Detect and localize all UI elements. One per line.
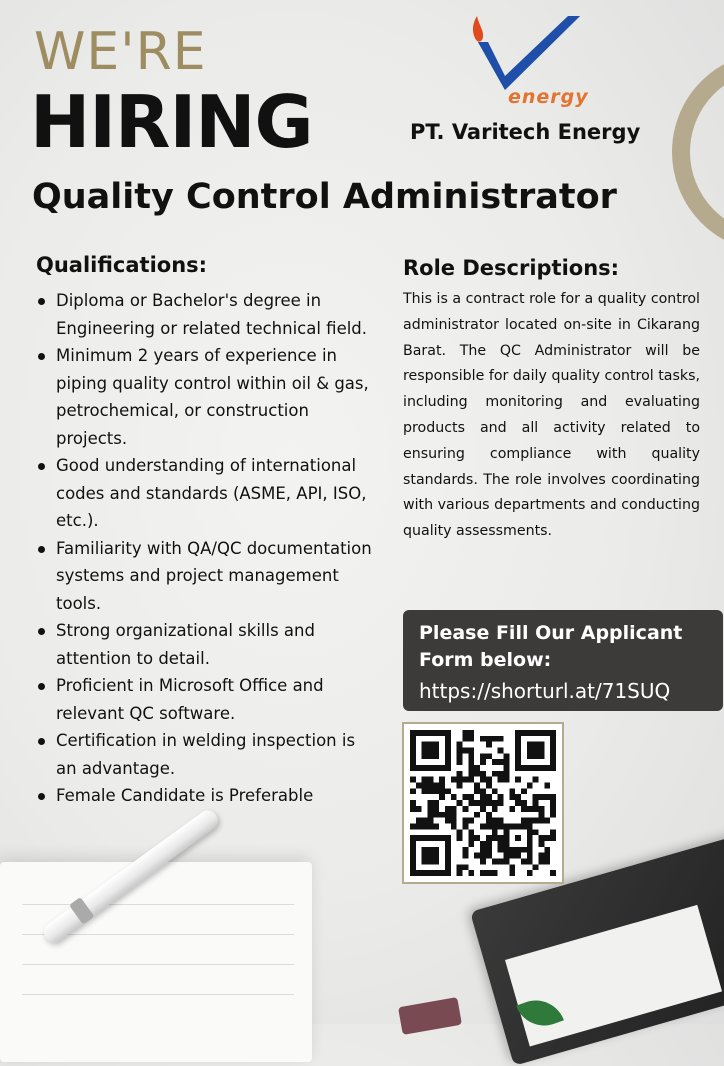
qualification-item: Strong organizational skills and attention to detail. <box>38 617 378 672</box>
qualification-item: Proficient in Microsoft Office and relevant QC software. <box>38 672 378 727</box>
qualifications-heading: Qualifications: <box>36 253 208 277</box>
headline-were: WE'RE <box>34 22 207 82</box>
qualification-item: Good understanding of international codes and standards (ASME, API, ISO, etc.). <box>38 452 378 535</box>
role-descriptions-heading: Role Descriptions: <box>403 256 620 280</box>
qualification-item: Certification in welding inspection is an advantage. <box>38 727 378 782</box>
qualification-item: Familiarity with QA/QC documentation systems and project management tools. <box>38 535 378 618</box>
qr-code-icon <box>410 730 556 876</box>
notebook-line <box>22 904 294 905</box>
qr-code[interactable] <box>402 722 564 884</box>
application-form-link[interactable]: https://shorturl.at/71SUQ <box>419 679 671 703</box>
qualifications-list <box>38 287 378 810</box>
logo-wordmark: energy <box>508 86 589 108</box>
application-instruction: Please Fill Our Applicant Form below: <box>419 622 683 671</box>
role-description-text: This is a contract role for a quality control administrator located on-site in Cikarang Barat. The QC Administrator will be responsible for daily quality control tasks, including monitoring and evaluating products and all activity related to ensuring compliance with quality standards. The role involves coordinating with various departments and conducting quality assessments. <box>403 291 700 540</box>
job-title: Quality Control Administrator <box>32 177 617 217</box>
qualification-item: Minimum 2 years of experience in piping quality control within oil & gas, petrochemical, or construction projects. <box>38 342 378 452</box>
headline-hiring: HIRING <box>30 80 313 164</box>
notebook-decoration <box>0 862 312 1062</box>
application-callout <box>403 610 723 711</box>
company-name: PT. Varitech Energy <box>410 120 641 144</box>
planner-tab-decoration <box>398 997 462 1035</box>
notebook-line <box>22 964 294 965</box>
qualification-item: Female Candidate is Preferable <box>38 782 378 810</box>
qualification-item: Diploma or Bachelor's degree in Engineering or related technical field. <box>38 287 378 342</box>
decorative-gold-ring <box>672 52 724 252</box>
notebook-line <box>22 994 294 995</box>
company-logo <box>460 12 590 112</box>
